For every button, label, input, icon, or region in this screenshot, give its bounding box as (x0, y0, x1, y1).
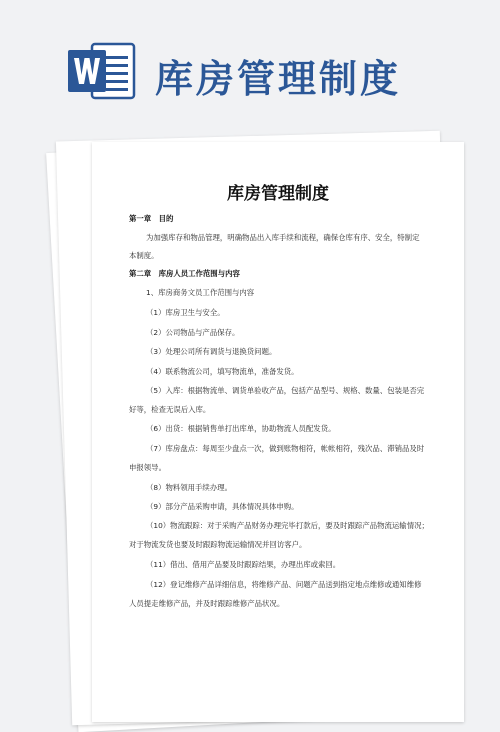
list-item: （11）借出、借用产品要及时跟踪结果，办理出库或索回。 (146, 560, 341, 569)
list-item-continuation: 对于物流发货也要及时跟踪物流运输情况并回访客户。 (129, 540, 307, 549)
list-item: （7）库房盘点：每周至少盘点一次，做到账物相符，帐帐相符，残次品、滞销品及时 (146, 444, 425, 453)
document-page (92, 142, 464, 706)
list-item: （4）联系物流公司，填写物流单，准备发货。 (146, 367, 299, 376)
list-item: （8）物料领用手续办理。 (146, 483, 233, 492)
list-item: （6）出货：根据销售单打出库单，协助物流人员配发货。 (146, 424, 336, 433)
body-line: 为加强库存和物品管理，明确物品出入库手续和流程，确保仓库有序、安全，特制定 (146, 233, 420, 242)
chapter-heading: 第一章 目的 (129, 214, 174, 223)
list-item: （10）物流跟踪：对于采购产品财务办理完毕打款后，要及时跟踪产品物流运输情况； (146, 521, 429, 530)
list-item: （3）处理公司所有调货与退换货问题。 (146, 347, 277, 356)
word-icon (68, 42, 136, 100)
section-heading: 1、库房商务文员工作范围与内容 (146, 288, 255, 297)
header-title: 库房管理制度 (155, 57, 402, 101)
chapter-heading: 第二章 库房人员工作范围与内容 (129, 269, 240, 278)
list-item: （9）部分产品采购申请，具体情况具体申购。 (146, 502, 299, 511)
list-item: （5）入库：根据物流单、调货单验收产品，包括产品型号、规格、数量、包装是否完 (146, 386, 425, 395)
header (0, 0, 500, 120)
list-item-continuation: 好等，检查无误后入库。 (129, 405, 211, 414)
list-item: （1）库房卫生与安全。 (146, 308, 225, 317)
list-item-continuation: 人员提走维修产品，并及时跟踪维修产品状况。 (129, 599, 285, 608)
list-item-continuation: 申报领导。 (129, 463, 166, 472)
list-item: （2）公司物品与产品保存。 (146, 328, 240, 337)
document-title: 库房管理制度 (227, 184, 329, 204)
list-item: （12）登记维修产品详细信息，将维修产品、问题产品送到指定地点维修或通知维修 (146, 580, 422, 589)
body-line: 本制度。 (129, 251, 159, 260)
